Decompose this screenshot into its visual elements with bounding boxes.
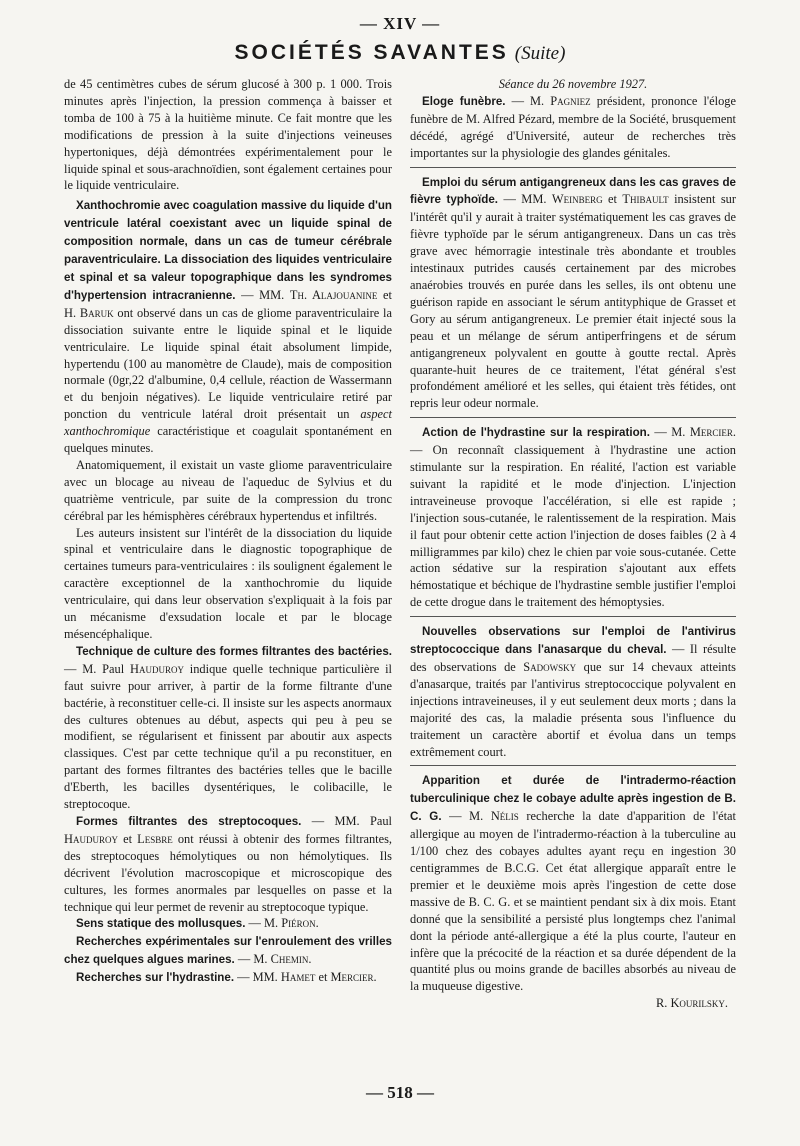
author-name: Weinberg	[551, 192, 603, 207]
abstract-hydrastine: Recherches sur l'hydrastine. — MM. Hamet et Mercier.	[76, 970, 377, 985]
abstract-vrilles: Recherches expérimentales sur l'enroulement des vrilles chez quelques algues marines. — M. Chemin.	[64, 935, 392, 967]
abstract-xanthochromie: Xanthochromie avec coagulation massive du liquide d'un ventricule latéral coexistant avec un liquide spinal de composition normale, dans un cas de tumeur cérébrale paraventriculaire. La dissociation des liquides ventriculaire et spinal et sa valeur topographique dans les syndromes d'hypertension intracranienne. — MM. Th. Alajouanine et H. Baruk ont observé dans un cas de gliome paraventriculaire la dissociation suivante entre le liquide spinal et le liquide ventriculaire. Le liquide spinal était absolument limpide, hypertendu (100 au manomètre de Claude), mais de composition normale (0gr,22 d'albumine, 0,4 cellule, réaction de Wassermann et du benjoin négatives). Le liquide ventriculaire retiré par ponction du ventricule latéral droit présentait un aspect xanthochromique caractéristique et coagulait spontanément en quelques minutes.	[64, 199, 392, 456]
abstract-eloge-funebre: Eloge funèbre. — M. Pagniez président, prononce l'éloge funèbre de M. Alfred Pézard, membre de la Société, brusquement décédé, agrégé d'Université, auteur de recherches très importantes sur la physiologie des glandes génitales.	[410, 93, 736, 160]
abstract-heading: Nouvelles observations sur l'emploi de l'antivirus streptococcique dans l'anasarque du cheval.	[410, 625, 736, 657]
author-name: Hamet	[280, 970, 316, 985]
divider	[410, 417, 736, 418]
author-name: Hauduroy	[64, 831, 118, 846]
abstract-heading: Eloge funèbre.	[422, 94, 506, 108]
divider	[410, 765, 736, 766]
author-name: Piéron.	[281, 916, 319, 931]
divider	[410, 616, 736, 617]
abstract-heading: Recherches expérimentales sur l'enroulement des vrilles chez quelques algues marines.	[64, 935, 392, 967]
abstract-streptocoques: Formes filtrantes des streptocoques. — MM. Paul Hauduroy et Lesbre ont réussi à obtenir des formes filtrantes, des streptocoques hémolytiques ou non hémolytiques. Ils décrivent l'évolution macroscopique et microscopique des cultures, les formes anormales par lesquelles on passe et la technique qui leur permet de revenir au streptocoque typique.	[64, 813, 392, 914]
author-name: Hauduroy	[130, 661, 184, 676]
abstract-heading: Formes filtrantes des streptocoques.	[76, 814, 302, 828]
abstract-heading: Xanthochromie avec coagulation massive du liquide d'un ventricule latéral coexistant avec un liquide spinal de composition normale, dans un cas de tumeur cérébrale paraventriculaire. La dissociation des liquides ventriculaire et spinal et sa valeur topographique dans les syndromes d'hypertension intracranienne.	[64, 199, 392, 302]
abstract-heading: Sens statique des mollusques.	[76, 917, 246, 931]
left-column	[64, 76, 392, 987]
roman-folio: — XIV —	[359, 14, 441, 33]
author-name: Nélis	[490, 809, 519, 824]
signature: R. Kourilsky.	[655, 996, 728, 1011]
page-number: — 518 —	[366, 1083, 434, 1102]
abstract-paragraph: Anatomiquement, il existait un vaste gliome paraventriculaire avec un blocage au niveau de l'aqueduc de Sylvius et du quatrième ventricule, par suite de la compression du tronc cérébral par les hémisphères cérébraux hypertendus et infiltrés.	[64, 457, 392, 523]
author-name: Th. Alajouanine	[289, 287, 378, 302]
abstract-heading: Emploi du sérum antigangreneux dans les cas graves de fièvre typhoïde.	[410, 175, 736, 207]
author-name: Sadowsky	[523, 660, 577, 674]
section-title-suite: (Suite)	[514, 43, 566, 64]
abstract-serum-antigangreneux: Emploi du sérum antigangreneux dans les cas graves de fièvre typhoïde. — MM. Weinberg et Thibault insistent sur l'intérêt qu'il y aurait à traiter systématiquement les cas graves de fièvre typhoïde par le sérum antigangreneux. Dans un cas très grave avec hémorragie intestinale très abondante et troubles intestinaux putrides causés certainement par des microbes anaérobies trouvés en purée dans les selles, ils ont obtenu une guérison rapide en associant le sérum antityphique de Grasset et Gory au sérum antigangreneux. Le premier était injecté sous la peau et un mélange de sérum antiperfringens et de sérum antigangreneux polyvalent en goutte à goutte rectal. Après quarante-huit heures de ce traitement, l'état général s'est profondément amélioré et les selles, qui étaient très fétides, ont repris leur odeur normale.	[410, 175, 736, 411]
abstract-culture-formes-filtrantes: Technique de culture des formes filtrantes des bactéries. — M. Paul Hauduroy indique quelle technique particulière il faut suivre pour arriver, à partir de la forme filtrante d'une bactérie, à reconstituer celle-ci. Il insiste sur les aspects anormaux des cultures obtenues au début, aspects qui peu à peu se modifient, se régularisent et finissent par aboutir aux aspects classiques. C'est par cette technique qu'il a pu reconstituer, en partant des formes filtrantes des bactéries telles que le bacille d'Eberth, les bacilles dysentériques, le colibacille, le streptocoque.	[64, 644, 393, 812]
divider	[410, 167, 736, 168]
author-name: Chemin.	[270, 952, 312, 967]
abstract-heading: Technique de culture des formes filtrantes des bactéries.	[76, 644, 392, 658]
abstract-heading: Apparition et durée de l'intradermo-réaction tuberculinique chez le cobaye adulte après ingestion de B. C. G.	[410, 774, 736, 824]
continued-paragraph: de 45 centimètres cubes de sérum glucosé à 300 p. 1 000. Trois minutes après l'injection, la pression commença à baisser et tomba de 100 à 75 à la huitième minute. Ce fait montre que les modifications de pression à la suite d'injections veineuses hypertoniques, déjà démontrées expérimentalement pour le liquide spinal et sous-arachnoïdien, sont également certaines pour le liquide ventriculaire.	[64, 77, 392, 193]
author-name: Thibault	[622, 192, 669, 207]
abstract-intradermo-reaction: Apparition et durée de l'intradermo-réaction tuberculinique chez le cobaye adulte après ingestion de B. C. G. — M. Nélis recherche la date d'apparition de l'état allergique au moyen de l'intradermo-réaction à la tuberculine au 1/100 chez des cobayes adultes ayant reçu en ingestion 30 centigrammes de B.C.G. Cet état allergique apparaît entre le premier et le deuxième mois après l'ingestion de cette dose massive de B. C. G. et se maintient pendant six à dix mois. Etant donné que la sensibilité a persisté plus longtemps chez l'animal dont la période anté-allergique a été la plus courte, l'auteur en infère que la précocité de la réaction et sa durée dépendent de la quantité plus ou moins grande de bacilles absorbés au niveau de la muqueuse digestive.	[410, 774, 736, 994]
abstract-paragraph: Les auteurs insistent sur l'intérêt de la dissociation du liquide spinal et ventriculaire dans le diagnostic topographique de certaines tumeurs para-ventriculaires : ils soulignent également le caractère exceptionnel de la xanthochromie du liquide ventriculaire, qui dans leur observation s'expliquait à la fois par un mécanisme d'exsudation locale et par le blocage mésencéphalique.	[64, 525, 392, 641]
author-name: Mercier.	[330, 970, 377, 985]
abstract-mollusques: Sens statique des mollusques. — M. Piéron.	[76, 916, 319, 931]
section-title-main: SOCIÉTÉS SAVANTES	[234, 41, 509, 64]
author-name: H. Baruk	[64, 305, 114, 320]
author-name: Lesbre	[137, 831, 173, 846]
abstract-heading: Action de l'hydrastine sur la respiration.	[422, 426, 650, 440]
session-date: Séance du 26 novembre 1927.	[498, 77, 648, 91]
abstract-heading: Recherches sur l'hydrastine.	[76, 971, 235, 985]
author-name: Mercier.	[689, 425, 736, 440]
section-title	[0, 41, 800, 65]
right-column	[410, 76, 736, 1012]
abstract-antivirus-anasarque: Nouvelles observations sur l'emploi de l'antivirus streptococcique dans l'anasarque du cheval. — Il résulte des observations de Sadowsky que sur 14 chevaux atteints d'anasarque, traités par l'antivirus streptococcique polyvalent en injections intraveineuses, il y eut seulement deux morts ; dans la majorité des cas, la maladie présenta sous l'influence du traitement un caractère abortif et évolua dans un temps extrêmement court.	[410, 625, 737, 759]
author-name: Pagniez	[550, 93, 591, 108]
abstract-hydrastine-respiration: Action de l'hydrastine sur la respiration. — M. Mercier. — On reconnaît classiquement à l'hydrastine une action stimulante sur la respiration. En réalité, l'action est variable suivant la rapidité et le mode d'injection. L'injection intraveineuse provoque l'accélération, si elle est rapide ; l'injection sous-cutanée, le ralentissement de la respiration. Mais il faut pour obtenir cette action l'injection de doses faibles (2 à 4 milligrammes par kilo) chez le chien par voie sous-cutanée. Cette action sédative sur la respiration s'ajoutant aux effets hémostatique et béchique de l'hydrastine semble justifier l'emploi de cette drogue dans le traitement des hémoptysies.	[410, 425, 736, 610]
